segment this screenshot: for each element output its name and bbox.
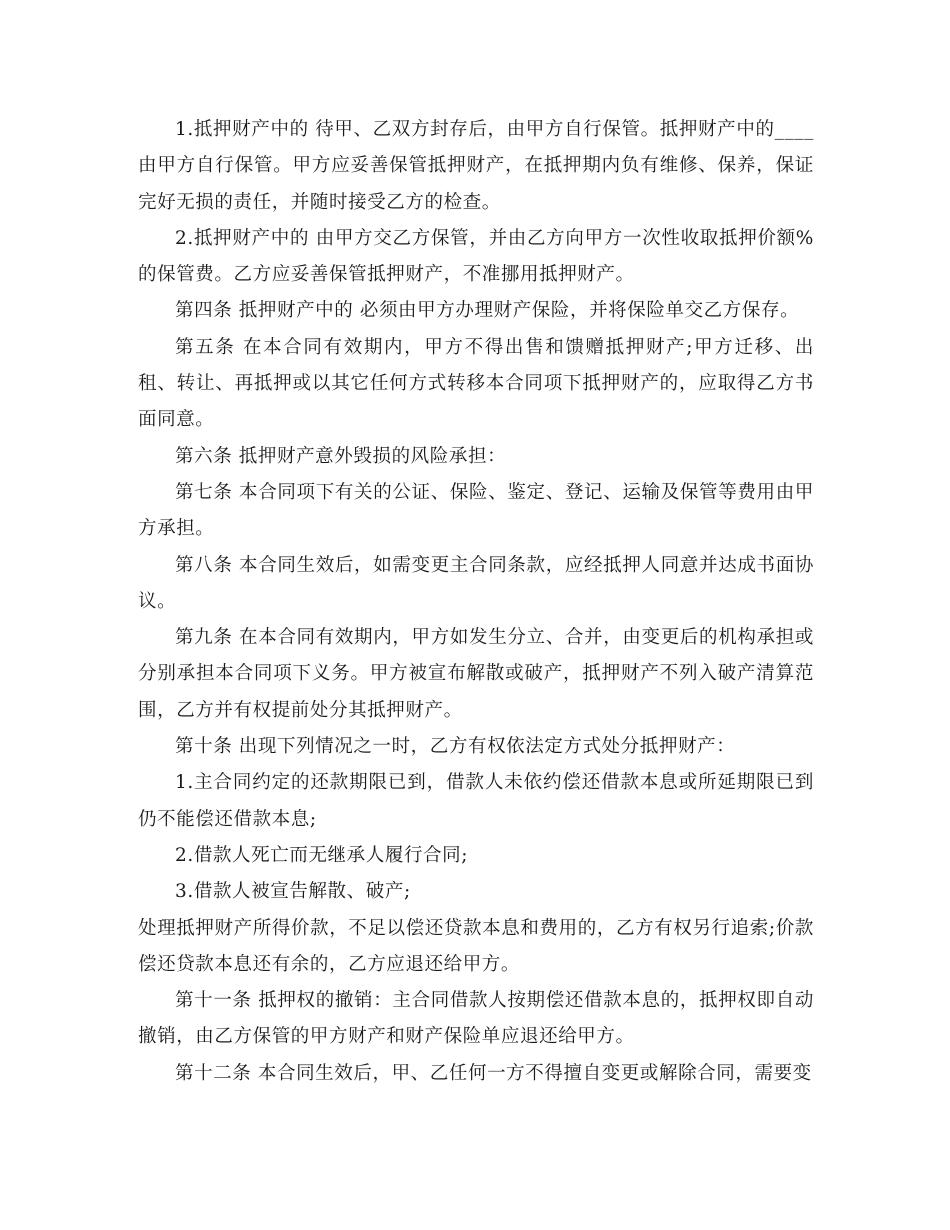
article-8-amendment: 第八条 本合同生效后，如需变更主合同条款，应经抵押人同意并达成书面协议。: [138, 554, 814, 612]
list-item-3: 3.借款人被宣告解散、破产;: [175, 881, 411, 903]
article-4-insurance: 第四条 抵押财产中的 必须由甲方办理财产保险，并将保险单交乙方保存。: [175, 300, 800, 322]
article-9-merger: 第九条 在本合同有效期内，甲方如发生分立、合并，由变更后的机构承担或分别承担本合同项下义务。甲方被宣布解散或破产，抵押财产不列入破产清算范围，乙方并有权提前处分其抵押财产。: [138, 627, 814, 721]
article-10-disposal: 第十条 出现下列情况之一时，乙方有权依法定方式处分抵押财产：: [175, 736, 736, 758]
list-item-2: 2.借款人死亡而无继承人履行合同;: [175, 844, 469, 866]
article-6-risk: 第六条 抵押财产意外毁损的风险承担：: [175, 445, 507, 467]
document-body: [138, 112, 814, 1092]
article-12-effectiveness: 第十二条 本合同生效后，甲、乙任何一方不得擅自变更或解除合同，需要变: [175, 1062, 812, 1084]
list-item-1: 1.主合同约定的还款期限已到，借款人未依约偿还借款本息或所延期限已到仍不能偿还借款本息;: [138, 772, 814, 830]
article-11-revocation: 第十一条 抵押权的撤销：主合同借款人按期偿还借款本息的，抵押权即自动撤销，由乙方保管的甲方财产和财产保险单应退还给甲方。: [138, 990, 814, 1048]
article-5-no-transfer: 第五条 在本合同有效期内，甲方不得出售和馈赠抵押财产;甲方迁移、出租、转让、再抵押或以其它任何方式转移本合同项下抵押财产的，应取得乙方书面同意。: [138, 336, 814, 431]
paragraph-storage-by-party-b: 2.抵押财产中的 由甲方交乙方保管，并由乙方向甲方一次性收取抵押价额%的保管费。乙方应妥善保管抵押财产，不准挪用抵押财产。: [138, 227, 814, 286]
paragraph-proceeds: 处理抵押财产所得价款，不足以偿还贷款本息和费用的，乙方有权另行追索;价款偿还贷款本息还有余的，乙方应退还给甲方。: [138, 917, 814, 975]
article-7-fees: 第七条 本合同项下有关的公证、保险、鉴定、登记、运输及保管等费用由甲方承担。: [138, 481, 814, 540]
paragraph-storage-by-party-a: 1.抵押财产中的 待甲、乙双方封存后，由甲方自行保管。抵押财产中的____由甲方自行保管。甲方应妥善保管抵押财产，在抵押期内负有维修、保养，保证完好无损的责任，并随时接受乙方的检查。: [138, 119, 814, 213]
